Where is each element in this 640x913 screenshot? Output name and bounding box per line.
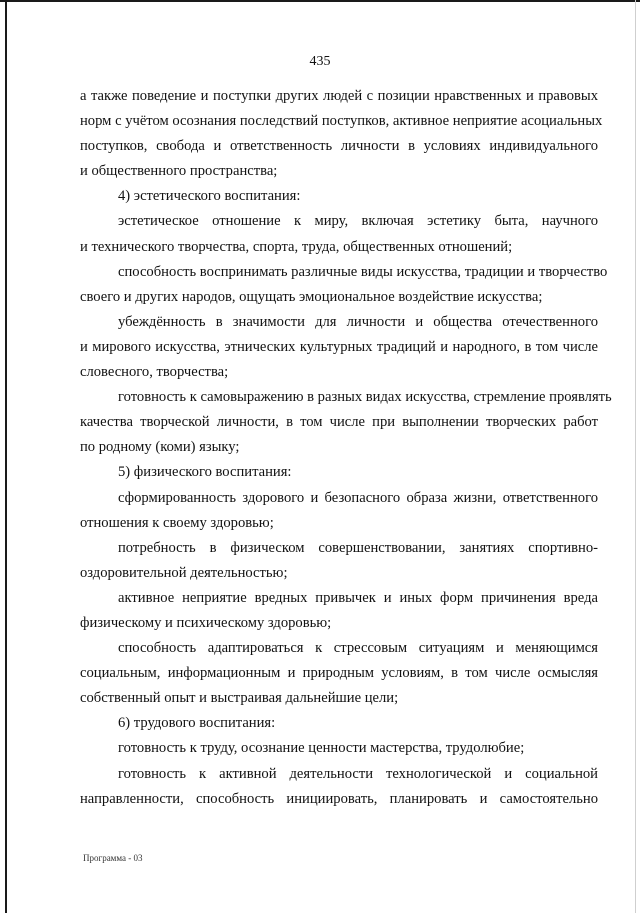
- text-line: своего и других народов, ощущать эмоциональное воздействие искусства;: [80, 288, 543, 305]
- body-text: [80, 84, 612, 812]
- text-line: сформированность здорового и безопасного образа жизни, ответственного: [118, 489, 598, 506]
- text-line: качества творческой личности, в том числе при выполнении творческих работ: [80, 414, 598, 431]
- text-line: словесного, творчества;: [80, 364, 229, 381]
- page-number: 435: [309, 54, 331, 69]
- footer-label: Программа - 03: [83, 853, 143, 863]
- text-line: эстетическое отношение к миру, включая эстетику быта, научного: [118, 213, 598, 230]
- text-line: потребность в физическом совершенствовании, занятиях спортивно-: [118, 539, 598, 556]
- text-line: отношения к своему здоровью;: [80, 514, 274, 531]
- text-line: готовность к самовыражению в разных видах искусства, стремление проявлять: [118, 389, 612, 406]
- text-line: оздоровительной деятельностью;: [80, 564, 288, 581]
- scan-border-left: [5, 0, 7, 913]
- text-line: норм с учётом осознания последствий поступков, активное неприятие асоциальных: [80, 113, 603, 130]
- text-line: убеждённость в значимости для личности и общества отечественного: [118, 313, 598, 330]
- text-line: направленности, способность инициировать, планировать и самостоятельно: [80, 790, 598, 807]
- text-line: поступков, свобода и ответственность личности в условиях индивидуального: [80, 138, 598, 155]
- scan-border-top: [0, 0, 640, 2]
- text-line: физическому и психическому здоровью;: [80, 614, 332, 631]
- text-line: собственный опыт и выстраивая дальнейшие цели;: [80, 690, 399, 707]
- text-line: активное неприятие вредных привычек и иных форм причинения вреда: [118, 589, 598, 606]
- text-line: и мирового искусства, этнических культурных традиций и народного, в том числе: [80, 338, 598, 355]
- text-line: и технического творчества, спорта, труда, общественных отношений;: [80, 238, 513, 255]
- text-line: готовность к активной деятельности технологической и социальной: [118, 765, 598, 782]
- text-line: и общественного пространства;: [80, 163, 278, 180]
- section-heading: 6) трудового воспитания:: [118, 715, 276, 732]
- text-line: способность воспринимать различные виды искусства, традиции и творчество: [118, 263, 608, 280]
- text-line: а также поведение и поступки других людей с позиции нравственных и правовых: [80, 88, 598, 104]
- scan-border-right: [635, 0, 636, 913]
- text-line: готовность к труду, осознание ценности мастерства, трудолюбие;: [118, 740, 525, 757]
- text-line: по родному (коми) языку;: [80, 439, 240, 456]
- text-line: способность адаптироваться к стрессовым ситуациям и меняющимся: [118, 640, 598, 657]
- text-line: социальным, информационным и природным условиям, в том числе осмысляя: [80, 665, 598, 682]
- section-heading: 5) физического воспитания:: [118, 464, 292, 481]
- section-heading: 4) эстетического воспитания:: [118, 188, 301, 205]
